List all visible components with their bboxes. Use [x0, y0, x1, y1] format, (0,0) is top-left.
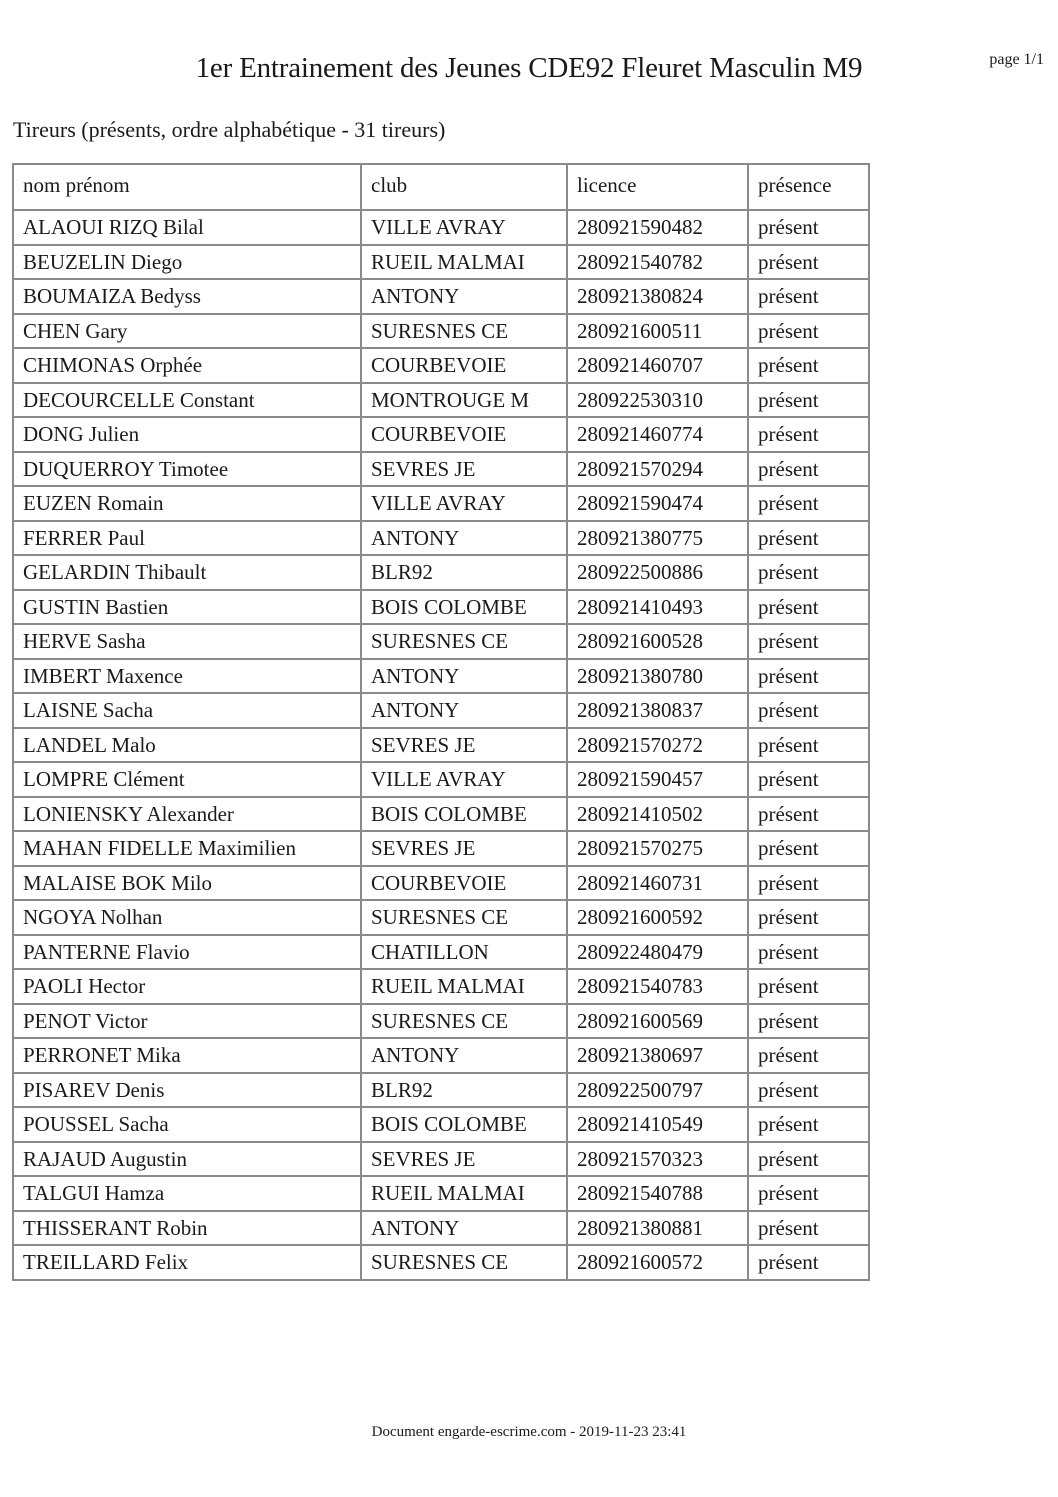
cell-licence: 280921380775: [567, 521, 748, 556]
cell-name: GUSTIN Bastien: [13, 590, 361, 625]
table-row: [13, 1038, 869, 1073]
table-row: [13, 314, 869, 349]
cell-licence: 280922500886: [567, 555, 748, 590]
cell-name: THISSERANT Robin: [13, 1211, 361, 1246]
cell-club: ANTONY: [361, 659, 567, 694]
cell-club: RUEIL MALMAI: [361, 245, 567, 280]
cell-club: SEVRES JE: [361, 1142, 567, 1177]
cell-presence: présent: [748, 762, 869, 797]
table-row: [13, 555, 869, 590]
cell-club: ANTONY: [361, 1211, 567, 1246]
cell-club: SEVRES JE: [361, 728, 567, 763]
cell-name: LANDEL Malo: [13, 728, 361, 763]
table-row: [13, 1176, 869, 1211]
cell-club: VILLE AVRAY: [361, 762, 567, 797]
cell-club: BOIS COLOMBE: [361, 590, 567, 625]
cell-name: DUQUERROY Timotee: [13, 452, 361, 487]
cell-name: DECOURCELLE Constant: [13, 383, 361, 418]
cell-presence: présent: [748, 521, 869, 556]
cell-name: IMBERT Maxence: [13, 659, 361, 694]
table-row: [13, 659, 869, 694]
cell-name: POUSSEL Sacha: [13, 1107, 361, 1142]
cell-licence: 280921590482: [567, 210, 748, 245]
cell-presence: présent: [748, 866, 869, 901]
cell-club: ANTONY: [361, 1038, 567, 1073]
cell-name: MALAISE BOK Milo: [13, 866, 361, 901]
cell-club: COURBEVOIE: [361, 866, 567, 901]
cell-name: CHEN Gary: [13, 314, 361, 349]
cell-presence: présent: [748, 1038, 869, 1073]
table-row: [13, 245, 869, 280]
table-body: [13, 210, 869, 1280]
table-row: [13, 486, 869, 521]
cell-licence: 280921380824: [567, 279, 748, 314]
cell-presence: présent: [748, 831, 869, 866]
cell-name: NGOYA Nolhan: [13, 900, 361, 935]
cell-name: PAOLI Hector: [13, 969, 361, 1004]
cell-name: FERRER Paul: [13, 521, 361, 556]
table-row: [13, 762, 869, 797]
cell-licence: 280921460707: [567, 348, 748, 383]
cell-name: BOUMAIZA Bedyss: [13, 279, 361, 314]
cell-presence: présent: [748, 797, 869, 832]
cell-presence: présent: [748, 555, 869, 590]
cell-licence: 280921540783: [567, 969, 748, 1004]
cell-name: TREILLARD Felix: [13, 1245, 361, 1280]
cell-presence: présent: [748, 659, 869, 694]
cell-presence: présent: [748, 1211, 869, 1246]
cell-name: ALAOUI RIZQ Bilal: [13, 210, 361, 245]
cell-licence: 280921570275: [567, 831, 748, 866]
cell-licence: 280922530310: [567, 383, 748, 418]
cell-name: PISAREV Denis: [13, 1073, 361, 1108]
table-row: [13, 452, 869, 487]
section-title: Tireurs (présents, ordre alphabétique - 31 tireurs): [13, 117, 446, 142]
column-header-club: club: [361, 164, 567, 210]
cell-club: SURESNES CE: [361, 1245, 567, 1280]
cell-licence: 280921380697: [567, 1038, 748, 1073]
cell-presence: présent: [748, 1073, 869, 1108]
cell-licence: 280921540788: [567, 1176, 748, 1211]
cell-licence: 280921600572: [567, 1245, 748, 1280]
column-header-licence: licence: [567, 164, 748, 210]
cell-presence: présent: [748, 590, 869, 625]
cell-presence: présent: [748, 1245, 869, 1280]
cell-licence: 280921380837: [567, 693, 748, 728]
cell-club: BLR92: [361, 555, 567, 590]
cell-club: SURESNES CE: [361, 900, 567, 935]
cell-name: LAISNE Sacha: [13, 693, 361, 728]
table-row: [13, 969, 869, 1004]
column-header-presence: présence: [748, 164, 869, 210]
cell-club: ANTONY: [361, 521, 567, 556]
cell-presence: présent: [748, 728, 869, 763]
cell-licence: 280921600511: [567, 314, 748, 349]
footer-text: Document engarde-escrime.com - 2019-11-23 23:41: [371, 1424, 687, 1440]
cell-club: ANTONY: [361, 279, 567, 314]
cell-club: VILLE AVRAY: [361, 486, 567, 521]
table-row: [13, 590, 869, 625]
cell-presence: présent: [748, 486, 869, 521]
cell-club: BLR92: [361, 1073, 567, 1108]
cell-presence: présent: [748, 1107, 869, 1142]
document-title: 1er Entrainement des Jeunes CDE92 Fleuret Masculin M9: [195, 52, 863, 84]
cell-presence: présent: [748, 348, 869, 383]
cell-licence: 280921460731: [567, 866, 748, 901]
table-row: [13, 1245, 869, 1280]
cell-name: HERVE Sasha: [13, 624, 361, 659]
cell-presence: présent: [748, 1004, 869, 1039]
cell-licence: 280921570294: [567, 452, 748, 487]
cell-presence: présent: [748, 693, 869, 728]
cell-name: TALGUI Hamza: [13, 1176, 361, 1211]
cell-presence: présent: [748, 935, 869, 970]
table-row: [13, 1107, 869, 1142]
table-header-row: [13, 164, 869, 210]
cell-club: RUEIL MALMAI: [361, 1176, 567, 1211]
cell-club: CHATILLON: [361, 935, 567, 970]
cell-licence: 280921570272: [567, 728, 748, 763]
cell-licence: 280921600569: [567, 1004, 748, 1039]
cell-club: MONTROUGE M: [361, 383, 567, 418]
table-row: [13, 279, 869, 314]
cell-name: DONG Julien: [13, 417, 361, 452]
table-row: [13, 383, 869, 418]
cell-presence: présent: [748, 452, 869, 487]
cell-club: BOIS COLOMBE: [361, 1107, 567, 1142]
cell-licence: 280921460774: [567, 417, 748, 452]
table-row: [13, 1004, 869, 1039]
cell-name: CHIMONAS Orphée: [13, 348, 361, 383]
cell-licence: 280922500797: [567, 1073, 748, 1108]
shooters-table: [12, 163, 870, 1281]
table-row: [13, 831, 869, 866]
table-row: [13, 1142, 869, 1177]
table-row: [13, 348, 869, 383]
cell-club: SEVRES JE: [361, 452, 567, 487]
cell-club: COURBEVOIE: [361, 348, 567, 383]
cell-presence: présent: [748, 383, 869, 418]
table-row: [13, 1211, 869, 1246]
cell-name: PENOT Victor: [13, 1004, 361, 1039]
cell-name: BEUZELIN Diego: [13, 245, 361, 280]
cell-licence: 280922480479: [567, 935, 748, 970]
table-row: [13, 693, 869, 728]
page-number: page 1/1: [989, 51, 1044, 68]
cell-licence: 280921410549: [567, 1107, 748, 1142]
table-row: [13, 521, 869, 556]
cell-presence: présent: [748, 314, 869, 349]
table-row: [13, 900, 869, 935]
table-row: [13, 1073, 869, 1108]
cell-presence: présent: [748, 279, 869, 314]
cell-presence: présent: [748, 417, 869, 452]
cell-club: SURESNES CE: [361, 624, 567, 659]
cell-presence: présent: [748, 210, 869, 245]
cell-name: PANTERNE Flavio: [13, 935, 361, 970]
cell-name: GELARDIN Thibault: [13, 555, 361, 590]
cell-name: RAJAUD Augustin: [13, 1142, 361, 1177]
cell-presence: présent: [748, 245, 869, 280]
cell-presence: présent: [748, 1176, 869, 1211]
cell-licence: 280921380780: [567, 659, 748, 694]
cell-licence: 280921590474: [567, 486, 748, 521]
cell-licence: 280921590457: [567, 762, 748, 797]
cell-name: EUZEN Romain: [13, 486, 361, 521]
cell-presence: présent: [748, 969, 869, 1004]
table-row: [13, 624, 869, 659]
table-row: [13, 866, 869, 901]
cell-presence: présent: [748, 624, 869, 659]
cell-licence: 280921600528: [567, 624, 748, 659]
cell-club: BOIS COLOMBE: [361, 797, 567, 832]
table-row: [13, 417, 869, 452]
table-row: [13, 728, 869, 763]
cell-club: SEVRES JE: [361, 831, 567, 866]
cell-licence: 280921410493: [567, 590, 748, 625]
cell-name: LONIENSKY Alexander: [13, 797, 361, 832]
cell-club: VILLE AVRAY: [361, 210, 567, 245]
cell-licence: 280921570323: [567, 1142, 748, 1177]
cell-name: PERRONET Mika: [13, 1038, 361, 1073]
cell-licence: 280921540782: [567, 245, 748, 280]
cell-club: SURESNES CE: [361, 1004, 567, 1039]
cell-club: ANTONY: [361, 693, 567, 728]
cell-name: LOMPRE Clément: [13, 762, 361, 797]
column-header-name: nom prénom: [13, 164, 361, 210]
cell-name: MAHAN FIDELLE Maximilien: [13, 831, 361, 866]
table-row: [13, 935, 869, 970]
cell-club: SURESNES CE: [361, 314, 567, 349]
cell-club: RUEIL MALMAI: [361, 969, 567, 1004]
cell-club: COURBEVOIE: [361, 417, 567, 452]
table-row: [13, 210, 869, 245]
cell-licence: 280921410502: [567, 797, 748, 832]
cell-licence: 280921600592: [567, 900, 748, 935]
cell-presence: présent: [748, 900, 869, 935]
table-row: [13, 797, 869, 832]
cell-presence: présent: [748, 1142, 869, 1177]
cell-licence: 280921380881: [567, 1211, 748, 1246]
